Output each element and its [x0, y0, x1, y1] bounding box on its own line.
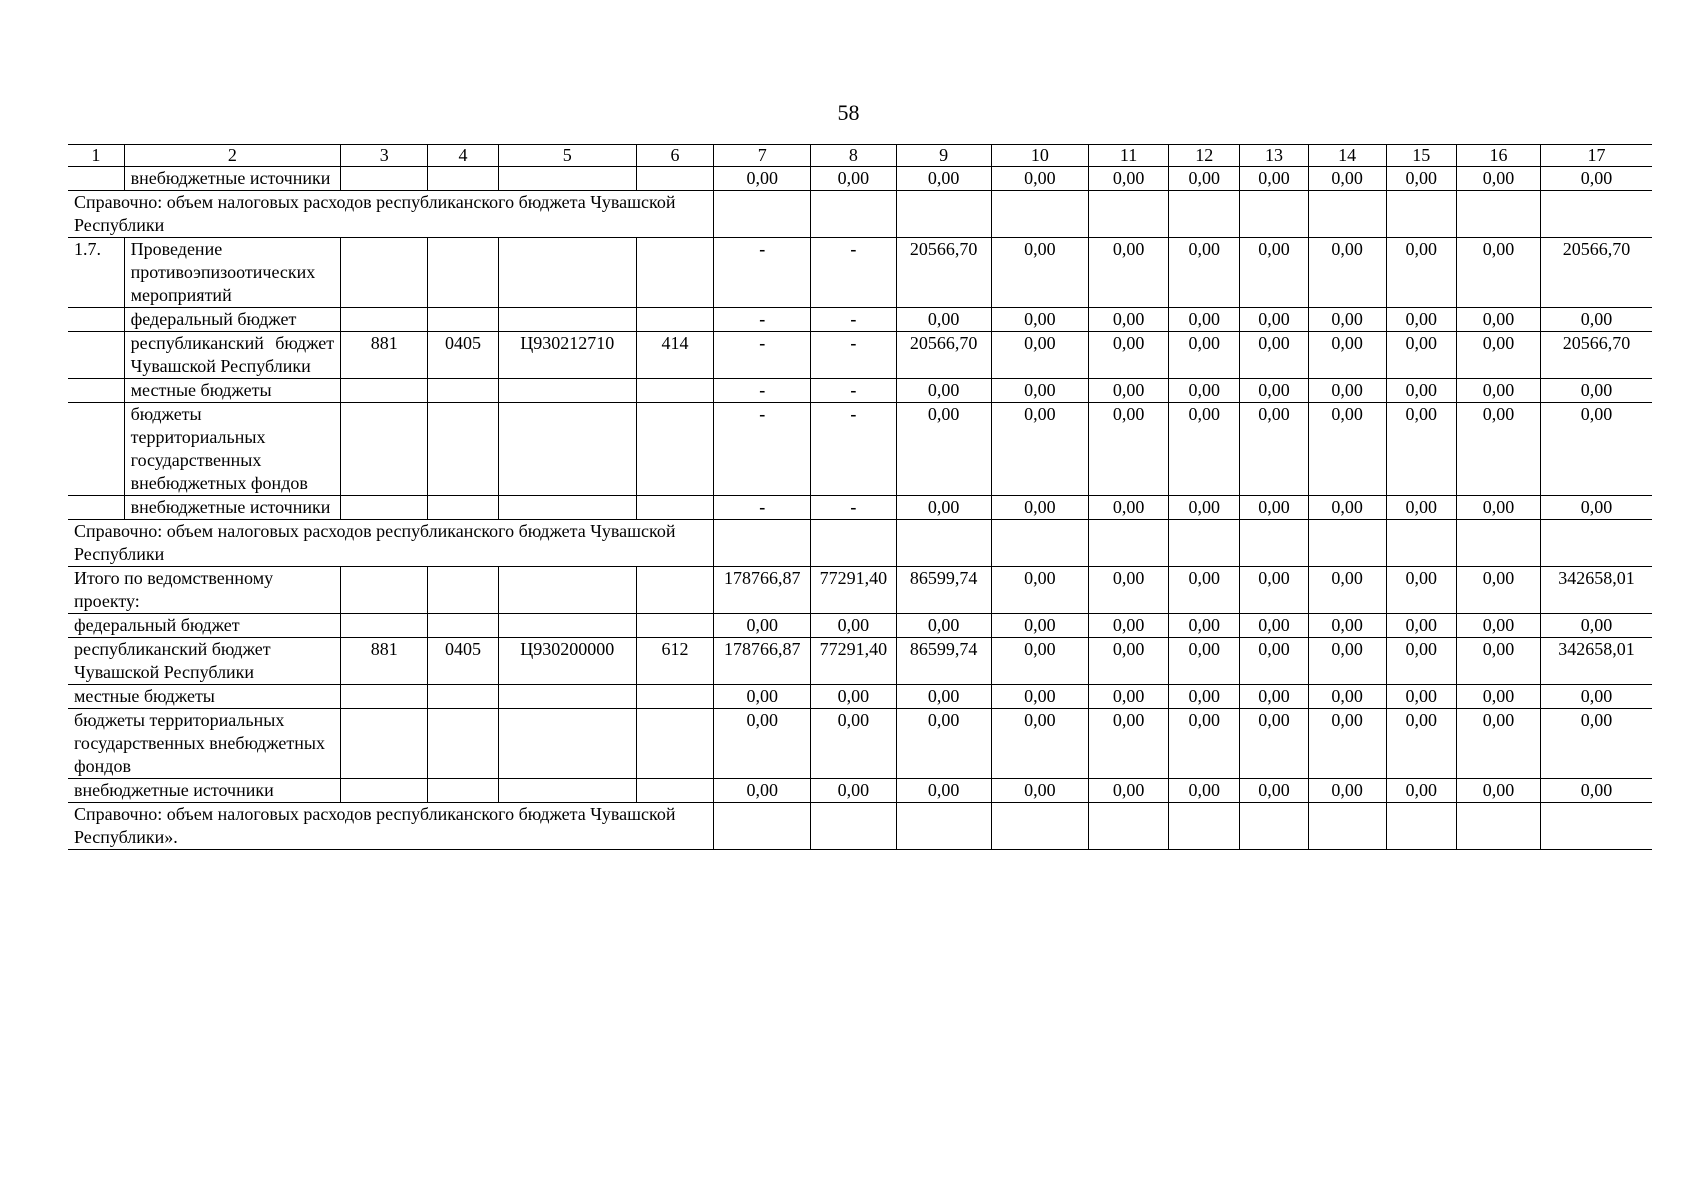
value-cell: 0,00 [1308, 167, 1386, 191]
value-cell: 0,00 [1089, 238, 1169, 308]
value-cell: 0,00 [896, 779, 991, 803]
value-cell: 0,00 [1308, 238, 1386, 308]
code-col-6 [636, 567, 713, 614]
value-cell: 0,00 [991, 308, 1088, 332]
value-cell: - [714, 496, 811, 520]
table-row [68, 779, 1652, 803]
table-row [68, 379, 1652, 403]
empty-cell [896, 520, 991, 567]
value-cell: 0,00 [991, 238, 1088, 308]
value-cell: 77291,40 [811, 567, 896, 614]
value-cell: 0,00 [1308, 779, 1386, 803]
value-cell: 0,00 [1240, 779, 1308, 803]
value-cell: 0,00 [896, 403, 991, 496]
value-cell: 0,00 [1308, 332, 1386, 379]
value-cell: 20566,70 [896, 238, 991, 308]
value-cell: 0,00 [991, 379, 1088, 403]
item-number [68, 167, 124, 191]
value-cell: 0,00 [1089, 567, 1169, 614]
value-cell: 0,00 [1386, 332, 1456, 379]
code-col-5 [498, 779, 636, 803]
reference-note: Справочно: объем налоговых расходов республиканского бюджета Чувашской Республики [68, 520, 714, 567]
value-cell: 0,00 [1240, 308, 1308, 332]
value-cell: 0,00 [1308, 496, 1386, 520]
value-cell: 0,00 [1308, 638, 1386, 685]
value-cell: 0,00 [1456, 567, 1540, 614]
code-col-4 [428, 308, 498, 332]
empty-cell [1308, 191, 1386, 238]
table-row [68, 167, 1652, 191]
table-row [68, 332, 1652, 379]
value-cell: 0,00 [1240, 167, 1308, 191]
value-cell: 0,00 [1541, 685, 1652, 709]
code-col-4: 0405 [428, 332, 498, 379]
col-num-3: 3 [341, 145, 428, 167]
table-row [68, 403, 1652, 496]
value-cell: 0,00 [1541, 779, 1652, 803]
value-cell: 0,00 [1240, 403, 1308, 496]
empty-cell [1308, 803, 1386, 850]
code-col-6: 612 [636, 638, 713, 685]
value-cell: 0,00 [1169, 779, 1240, 803]
item-number [68, 496, 124, 520]
table-row [68, 614, 1652, 638]
item-number [68, 308, 124, 332]
value-cell: 0,00 [1240, 567, 1308, 614]
value-cell: - [714, 379, 811, 403]
value-cell: 0,00 [991, 638, 1088, 685]
empty-cell [991, 520, 1088, 567]
col-num-12: 12 [1169, 145, 1240, 167]
value-cell: - [714, 332, 811, 379]
value-cell: 0,00 [1308, 308, 1386, 332]
value-cell: 0,00 [1456, 685, 1540, 709]
code-col-3 [341, 403, 428, 496]
col-num-17: 17 [1541, 145, 1652, 167]
code-col-6: 414 [636, 332, 713, 379]
item-number: 1.7. [68, 238, 124, 308]
value-cell: - [714, 308, 811, 332]
col-num-15: 15 [1386, 145, 1456, 167]
value-cell: 0,00 [714, 167, 811, 191]
code-col-4 [428, 238, 498, 308]
code-col-6 [636, 614, 713, 638]
empty-cell [896, 191, 991, 238]
value-cell: 0,00 [1386, 403, 1456, 496]
code-col-4 [428, 379, 498, 403]
code-col-3 [341, 614, 428, 638]
value-cell: - [811, 496, 896, 520]
value-cell: 86599,74 [896, 567, 991, 614]
code-col-4 [428, 685, 498, 709]
table-row [68, 191, 1652, 238]
value-cell: 0,00 [1089, 332, 1169, 379]
code-col-6 [636, 685, 713, 709]
value-cell: 20566,70 [896, 332, 991, 379]
value-cell: 0,00 [1386, 567, 1456, 614]
row-label: бюджеты территориальных государственных внебюджетных фондов [124, 403, 341, 496]
item-number [68, 332, 124, 379]
value-cell: 0,00 [811, 167, 896, 191]
budget-table [68, 144, 1652, 850]
code-col-6 [636, 238, 713, 308]
empty-cell [1386, 191, 1456, 238]
value-cell: 0,00 [1089, 308, 1169, 332]
value-cell: 0,00 [991, 685, 1088, 709]
code-col-3 [341, 709, 428, 779]
empty-cell [1089, 191, 1169, 238]
value-cell: 0,00 [1089, 638, 1169, 685]
value-cell: 20566,70 [1541, 238, 1652, 308]
value-cell: 342658,01 [1541, 638, 1652, 685]
value-cell: - [811, 238, 896, 308]
empty-cell [714, 191, 811, 238]
value-cell: 0,00 [1386, 779, 1456, 803]
table-row [68, 520, 1652, 567]
code-col-5 [498, 238, 636, 308]
code-col-6 [636, 403, 713, 496]
code-col-6 [636, 496, 713, 520]
empty-cell [1386, 520, 1456, 567]
empty-cell [1386, 803, 1456, 850]
value-cell: 0,00 [991, 403, 1088, 496]
value-cell: 0,00 [896, 685, 991, 709]
code-col-5: Ц930200000 [498, 638, 636, 685]
row-label: внебюджетные источники [68, 779, 341, 803]
code-col-4 [428, 496, 498, 520]
value-cell: 0,00 [1169, 332, 1240, 379]
value-cell: 0,00 [1386, 167, 1456, 191]
code-col-4 [428, 779, 498, 803]
col-num-7: 7 [714, 145, 811, 167]
value-cell: 0,00 [1386, 614, 1456, 638]
value-cell: 0,00 [1308, 614, 1386, 638]
code-col-5 [498, 379, 636, 403]
value-cell: 0,00 [1169, 238, 1240, 308]
value-cell: 0,00 [1456, 332, 1540, 379]
empty-cell [1240, 803, 1308, 850]
value-cell: 0,00 [1169, 709, 1240, 779]
value-cell: 0,00 [1240, 379, 1308, 403]
value-cell: 0,00 [1541, 614, 1652, 638]
value-cell: 0,00 [1456, 238, 1540, 308]
value-cell: 0,00 [1456, 403, 1540, 496]
code-col-3 [341, 238, 428, 308]
empty-cell [1240, 191, 1308, 238]
empty-cell [1456, 520, 1540, 567]
value-cell: 0,00 [1456, 496, 1540, 520]
empty-cell [1240, 520, 1308, 567]
value-cell: 0,00 [1456, 779, 1540, 803]
col-num-9: 9 [896, 145, 991, 167]
col-num-13: 13 [1240, 145, 1308, 167]
col-num-2: 2 [124, 145, 341, 167]
empty-cell [714, 520, 811, 567]
value-cell: 20566,70 [1541, 332, 1652, 379]
value-cell: 0,00 [1541, 308, 1652, 332]
table-row [68, 496, 1652, 520]
empty-cell [1169, 191, 1240, 238]
value-cell: 0,00 [896, 496, 991, 520]
value-cell: 0,00 [1456, 308, 1540, 332]
value-cell: 0,00 [1089, 685, 1169, 709]
code-col-4 [428, 709, 498, 779]
value-cell: 342658,01 [1541, 567, 1652, 614]
value-cell: 0,00 [1308, 709, 1386, 779]
value-cell: 0,00 [1240, 332, 1308, 379]
value-cell: 0,00 [1089, 496, 1169, 520]
column-number-row [68, 145, 1652, 167]
value-cell: 0,00 [1240, 238, 1308, 308]
code-col-6 [636, 779, 713, 803]
value-cell: 0,00 [991, 167, 1088, 191]
col-num-14: 14 [1308, 145, 1386, 167]
code-col-3 [341, 496, 428, 520]
value-cell: 0,00 [1169, 567, 1240, 614]
value-cell: 0,00 [1169, 379, 1240, 403]
value-cell: 0,00 [991, 332, 1088, 379]
value-cell: 0,00 [1386, 379, 1456, 403]
empty-cell [991, 803, 1088, 850]
value-cell: 0,00 [1169, 167, 1240, 191]
value-cell: 0,00 [1240, 685, 1308, 709]
value-cell: 178766,87 [714, 567, 811, 614]
value-cell: 0,00 [714, 614, 811, 638]
value-cell: 0,00 [1386, 308, 1456, 332]
value-cell: 0,00 [896, 379, 991, 403]
value-cell: 0,00 [1240, 496, 1308, 520]
value-cell: - [714, 238, 811, 308]
empty-cell [1089, 803, 1169, 850]
row-label: бюджеты территориальных государственных внебюджетных фондов [68, 709, 341, 779]
value-cell: 0,00 [1169, 685, 1240, 709]
value-cell: 0,00 [991, 709, 1088, 779]
value-cell: 0,00 [896, 167, 991, 191]
value-cell: 0,00 [991, 614, 1088, 638]
value-cell: 0,00 [1169, 638, 1240, 685]
empty-cell [1169, 803, 1240, 850]
value-cell: 0,00 [1541, 403, 1652, 496]
code-col-3 [341, 167, 428, 191]
value-cell: 0,00 [1169, 403, 1240, 496]
value-cell: 0,00 [1456, 709, 1540, 779]
page-number: 58 [837, 100, 860, 125]
value-cell: 0,00 [1089, 167, 1169, 191]
value-cell: 0,00 [1456, 614, 1540, 638]
value-cell: 0,00 [1541, 379, 1652, 403]
value-cell: 0,00 [1240, 709, 1308, 779]
value-cell: 0,00 [1456, 167, 1540, 191]
value-cell: 0,00 [1089, 779, 1169, 803]
code-col-5 [498, 308, 636, 332]
value-cell: 178766,87 [714, 638, 811, 685]
row-label: республиканский бюджет Чувашской Республики [68, 638, 341, 685]
col-num-5: 5 [498, 145, 636, 167]
table-row [68, 803, 1652, 850]
table-row [68, 685, 1652, 709]
value-cell: 0,00 [1308, 403, 1386, 496]
row-label: Итого по ведомственному проекту: [68, 567, 341, 614]
code-col-5 [498, 567, 636, 614]
value-cell: 0,00 [1089, 403, 1169, 496]
value-cell: 0,00 [991, 779, 1088, 803]
value-cell: 0,00 [1386, 238, 1456, 308]
code-col-5 [498, 496, 636, 520]
reference-note: Справочно: объем налоговых расходов республиканского бюджета Чувашской Республики». [68, 803, 714, 850]
code-col-3 [341, 567, 428, 614]
value-cell: 0,00 [1169, 614, 1240, 638]
code-col-6 [636, 379, 713, 403]
code-col-3 [341, 379, 428, 403]
code-col-3 [341, 779, 428, 803]
col-num-6: 6 [636, 145, 713, 167]
code-col-4 [428, 567, 498, 614]
value-cell: 0,00 [1541, 496, 1652, 520]
value-cell: 0,00 [1386, 685, 1456, 709]
empty-cell [1169, 520, 1240, 567]
row-label: внебюджетные источники [124, 496, 341, 520]
code-col-5 [498, 614, 636, 638]
table-row [68, 638, 1652, 685]
value-cell: 0,00 [1169, 496, 1240, 520]
value-cell: 0,00 [1386, 709, 1456, 779]
col-num-1: 1 [68, 145, 124, 167]
value-cell: 0,00 [1089, 709, 1169, 779]
code-col-4 [428, 614, 498, 638]
row-label: федеральный бюджет [68, 614, 341, 638]
item-number [68, 379, 124, 403]
value-cell: 0,00 [896, 709, 991, 779]
value-cell: - [811, 332, 896, 379]
value-cell: 0,00 [714, 685, 811, 709]
value-cell: 0,00 [714, 779, 811, 803]
table-row [68, 308, 1652, 332]
code-col-4 [428, 167, 498, 191]
row-label: Проведение противоэпизоотических мероприятий [124, 238, 341, 308]
row-label: местные бюджеты [68, 685, 341, 709]
empty-cell [1456, 191, 1540, 238]
value-cell: 0,00 [811, 614, 896, 638]
value-cell: 0,00 [1386, 638, 1456, 685]
table-body [68, 167, 1652, 850]
code-col-5 [498, 403, 636, 496]
col-num-11: 11 [1089, 145, 1169, 167]
value-cell: 0,00 [1169, 308, 1240, 332]
value-cell: 0,00 [811, 779, 896, 803]
value-cell: - [811, 403, 896, 496]
empty-cell [811, 520, 896, 567]
code-col-3: 881 [341, 332, 428, 379]
value-cell: 0,00 [1456, 379, 1540, 403]
item-number [68, 403, 124, 496]
code-col-4 [428, 403, 498, 496]
code-col-5 [498, 685, 636, 709]
code-col-5: Ц930212710 [498, 332, 636, 379]
row-label: внебюджетные источники [124, 167, 341, 191]
empty-cell [714, 803, 811, 850]
value-cell: - [714, 403, 811, 496]
empty-cell [811, 191, 896, 238]
value-cell: 0,00 [1308, 379, 1386, 403]
empty-cell [896, 803, 991, 850]
value-cell: 0,00 [1089, 379, 1169, 403]
col-num-10: 10 [991, 145, 1088, 167]
value-cell: 0,00 [811, 685, 896, 709]
row-label: республиканский бюджет Чувашской Республики [124, 332, 341, 379]
empty-cell [1308, 520, 1386, 567]
value-cell: 0,00 [991, 496, 1088, 520]
empty-cell [991, 191, 1088, 238]
col-num-16: 16 [1456, 145, 1540, 167]
value-cell: 0,00 [714, 709, 811, 779]
value-cell: 0,00 [1240, 614, 1308, 638]
value-cell: 0,00 [811, 709, 896, 779]
table-row [68, 567, 1652, 614]
value-cell: 77291,40 [811, 638, 896, 685]
value-cell: 0,00 [1541, 167, 1652, 191]
value-cell: 0,00 [896, 614, 991, 638]
row-label: федеральный бюджет [124, 308, 341, 332]
value-cell: - [811, 308, 896, 332]
code-col-6 [636, 167, 713, 191]
value-cell: 0,00 [1308, 685, 1386, 709]
code-col-3 [341, 308, 428, 332]
table-row [68, 238, 1652, 308]
empty-cell [1541, 520, 1652, 567]
empty-cell [811, 803, 896, 850]
value-cell: 0,00 [1240, 638, 1308, 685]
empty-cell [1541, 191, 1652, 238]
value-cell: 0,00 [1308, 567, 1386, 614]
col-num-4: 4 [428, 145, 498, 167]
value-cell: 86599,74 [896, 638, 991, 685]
value-cell: 0,00 [1456, 638, 1540, 685]
value-cell: 0,00 [991, 567, 1088, 614]
value-cell: - [811, 379, 896, 403]
code-col-4: 0405 [428, 638, 498, 685]
value-cell: 0,00 [1386, 496, 1456, 520]
value-cell: 0,00 [1541, 709, 1652, 779]
code-col-5 [498, 167, 636, 191]
code-col-3: 881 [341, 638, 428, 685]
empty-cell [1541, 803, 1652, 850]
table-row [68, 709, 1652, 779]
empty-cell [1089, 520, 1169, 567]
empty-cell [1456, 803, 1540, 850]
reference-note: Справочно: объем налоговых расходов республиканского бюджета Чувашской Республики [68, 191, 714, 238]
code-col-5 [498, 709, 636, 779]
row-label: местные бюджеты [124, 379, 341, 403]
code-col-6 [636, 709, 713, 779]
value-cell: 0,00 [1089, 614, 1169, 638]
code-col-6 [636, 308, 713, 332]
value-cell: 0,00 [896, 308, 991, 332]
code-col-3 [341, 685, 428, 709]
col-num-8: 8 [811, 145, 896, 167]
